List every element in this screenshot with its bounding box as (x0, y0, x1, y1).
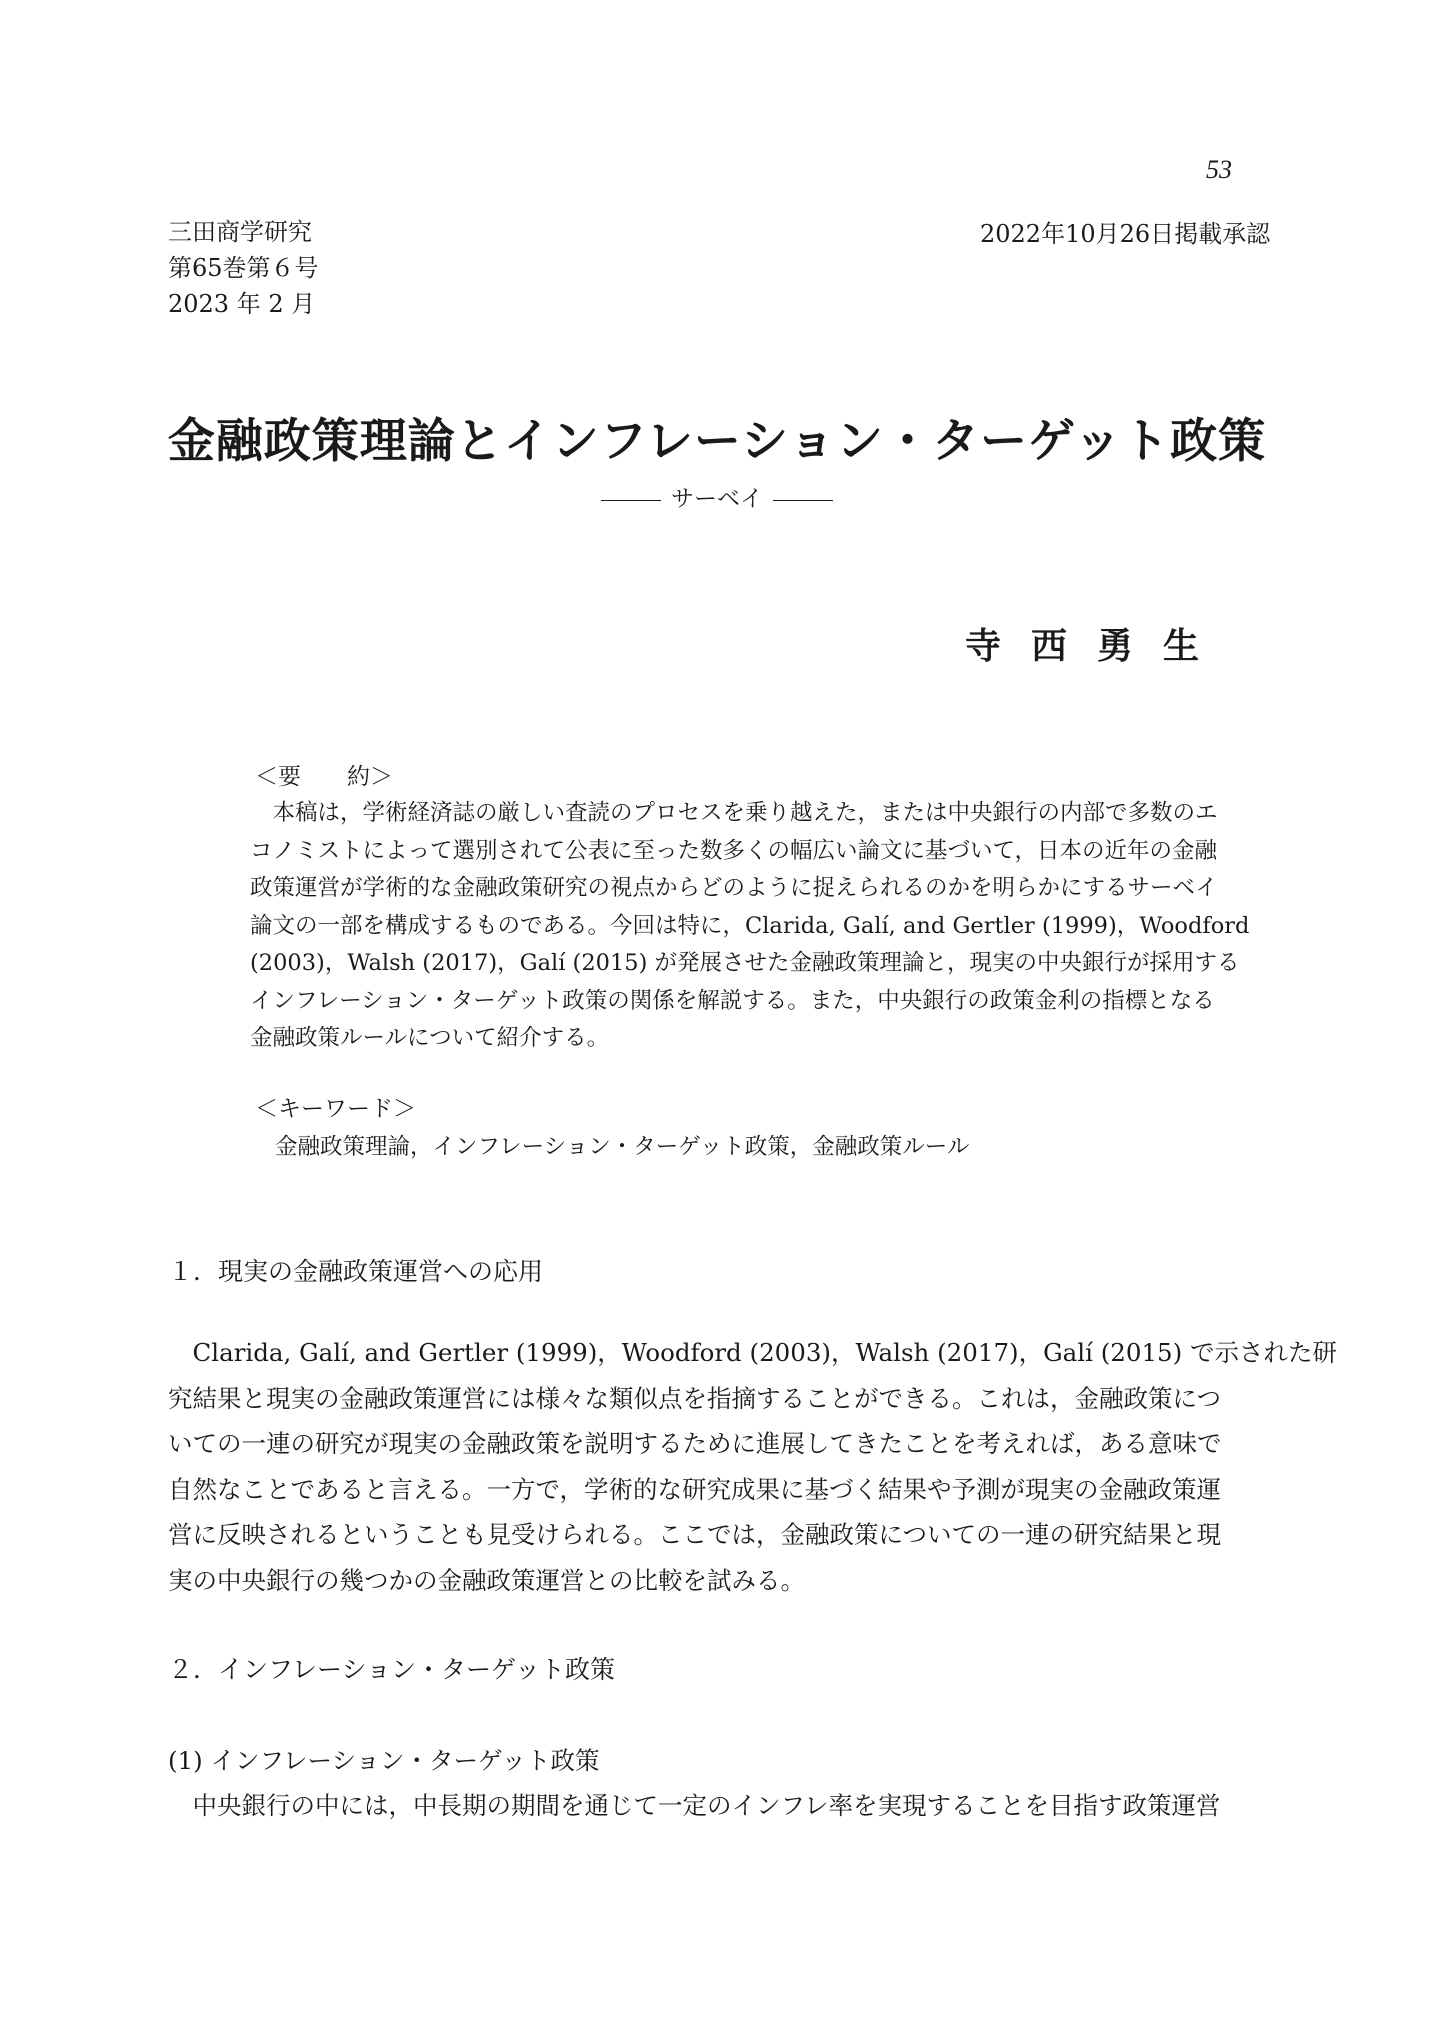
keywords-text: 金融政策理論，インフレーション・ターゲット政策，金融政策ルール (275, 1134, 970, 1160)
abstract-line: 論文の一部を構成するものである。今回は特に，Clarida, Galí, and Gertler (1999)，Woodford (250, 912, 1250, 939)
journal-info (168, 214, 319, 322)
paper-title: 金融政策理論とインフレーション・ターゲット政策 (167, 414, 1267, 469)
journal-name: 三田商学研究 (168, 218, 312, 246)
subtitle-dash-left (601, 500, 661, 501)
section-1-heading: １．現実の金融政策運営への応用 (168, 1257, 544, 1286)
page-number: 53 (1206, 155, 1232, 184)
subsection-heading: (1) インフレーション・ターゲット政策 (168, 1746, 600, 1775)
paragraph-line: いての一連の研究が現実の金融政策を説明するために進展してきたことを考えれば，ある意味で (168, 1429, 1222, 1458)
abstract-line: 本稿は，学術経済誌の厳しい査読のプロセスを乗り越えた，または中央銀行の内部で多数のエ (250, 800, 1218, 826)
subsection-first-line: 中央銀行の中には，中長期の期間を通じて一定のインフレ率を実現することを目指す政策運営 (168, 1791, 1221, 1820)
abstract-line: インフレーション・ターゲット政策の関係を解説する。また，中央銀行の政策金利の指標となる (250, 987, 1215, 1014)
journal-volume: 第65巻第６号 (168, 254, 319, 282)
keywords-heading: ＜キーワード＞ (255, 1096, 416, 1122)
subtitle (0, 480, 1434, 513)
paragraph-line: 実の中央銀行の幾つかの金融政策運営との比較を試みる。 (168, 1565, 805, 1595)
paragraph-line: 営に反映されるということも見受けられる。ここでは，金融政策についての一連の研究結果と現 (168, 1520, 1222, 1549)
approval-date: 2022年10月26日掲載承認 (980, 220, 1271, 248)
section-2-heading: ２．インフレーション・ターゲット政策 (168, 1655, 616, 1684)
abstract-line: (2003)，Walsh (2017)，Galí (2015) が発展させた金融政策理論と，現実の中央銀行が採用する (250, 950, 1240, 976)
subtitle-dash-right (773, 500, 833, 501)
paragraph-line: Clarida, Galí, and Gertler (1999)，Woodford (2003)，Walsh (2017)，Galí (2015) で示された研 (168, 1338, 1337, 1367)
abstract-line: コノミストによって選別されて公表に至った数多くの幅広い論文に基づいて，日本の近年の金融 (250, 837, 1218, 864)
abstract-line: 政策運営が学術的な金融政策研究の視点からどのように捉えられるのかを明らかにするサーベイ (250, 875, 1218, 901)
journal-date: 2023 年 2 月 (168, 290, 316, 318)
subtitle-text: サーベイ (671, 486, 763, 512)
abstract-body (250, 795, 1262, 1058)
paragraph-line: 自然なことであると言える。一方で，学術的な研究成果に基づく結果や予測が現実の金融政策運 (168, 1474, 1222, 1504)
abstract-line: 金融政策ルールについて紹介する。 (250, 1025, 610, 1051)
section-1-body (168, 1330, 1337, 1603)
abstract-heading: ＜要 約＞ (255, 764, 393, 790)
paragraph-line: 究結果と現実の金融政策運営には様々な類似点を指摘することができる。これは，金融政策につ (168, 1383, 1222, 1413)
author-name: 寺西勇生 (965, 625, 1230, 667)
